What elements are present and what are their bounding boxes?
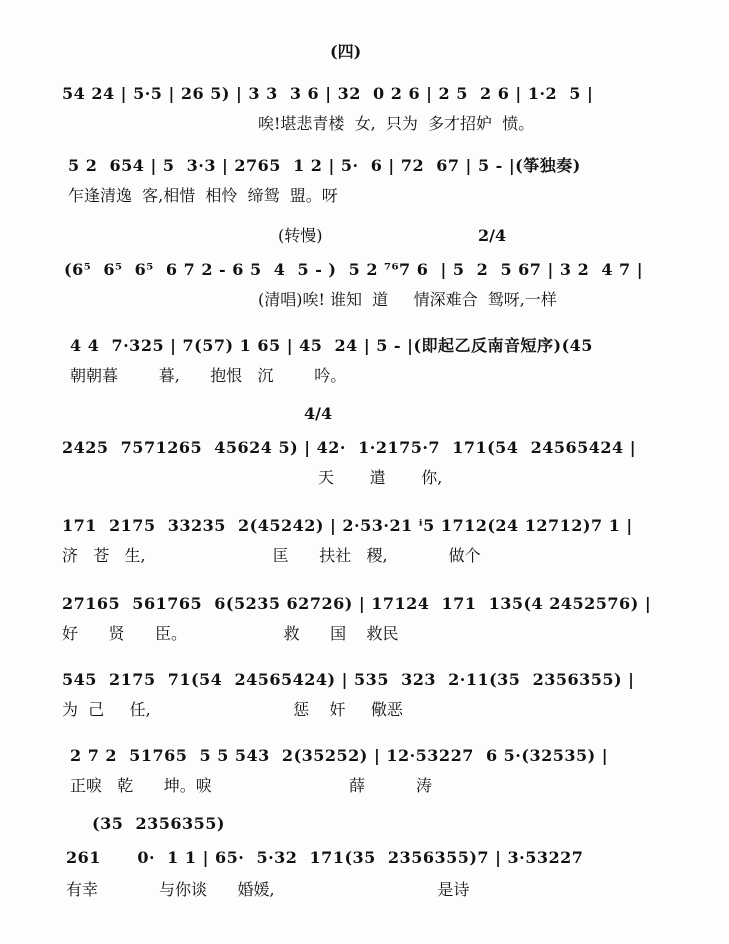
notation-line-9: 2 7 2 51765 5 5 543 2(35252) | 12·53227 6 5·(32535) | [70,746,609,765]
time-signature-4-4: 4/4 [304,404,333,423]
notation-line-1: 54 24 | 5·5 | 26 5) | 3 3 3 6 | 32 0 2 6 | 2 5 2 6 | 1·2 5 | [62,84,594,103]
notation-line-2: 5 2 654 | 5 3·3 | 2765 1 2 | 5· 6 | 72 67 | 5 - |(筝独奏) [68,156,581,175]
time-signature-2-4: 2/4 [478,226,507,245]
notation-line-8: 545 2175 71(54 24565424) | 535 323 2·11(35 2356355) | [62,670,635,689]
lyric-line-7: 好 贤 臣。 救 国 救民 [62,624,399,643]
tempo-marking: (转慢) [278,226,323,245]
lyric-line-9: 正唳 乾 坤。唳 薛 涛 [70,776,432,795]
lyric-line-5: 天 遣 你, [318,468,443,487]
notation-line-10: 261 0· 1 1 | 65· 5·32 171(35 2356355)7 | 3·53227 [66,848,584,867]
lyric-line-10: 有幸 与你谈 婚媛, 是诗 [66,880,470,899]
notation-line-3: (6⁵ 6⁵ 6⁵ 6 7 2 - 6 5 4 5 - ) 5 2 ⁷⁶7 6 | 5 2 5 67 | 3 2 4 7 | [64,260,644,279]
lyric-line-1: 唉!堪悲青楼 女, 只为 多才招妒 愤。 [258,114,535,133]
notation-line-5: 2425 7571265 45624 5) | 42· 1·2175·7 171(54 24565424 | [62,438,637,457]
lyric-line-8: 为 己 任, 惩 奸 儆恶 [62,700,403,719]
notation-prefix-10: (35 2356355) [92,814,225,833]
notation-line-4: 4 4 7·325 | 7(57) 1 65 | 45 24 | 5 - |(即起乙反南音短序)(45 [70,336,593,355]
notation-line-7: 27165 561765 6(5235 62726) | 17124 171 135(4 2452576) | [62,594,652,613]
lyric-line-3: (清唱)唉! 谁知 道 情深难合 鸳呀,一样 [258,290,557,309]
section-title: (四) [330,42,362,61]
lyric-line-6: 济 苍 生, 匡 扶社 稷, 做个 [62,546,481,565]
notation-line-6: 171 2175 33235 2(45242) | 2·53·21 ⁱ5 1712(24 12712)7 1 | [62,516,633,535]
lyric-line-4: 朝朝暮 暮, 抱恨 沉 吟。 [70,366,347,385]
lyric-line-2: 乍逢清逸 客,相惜 相怜 缔鸳 盟。呀 [68,186,338,205]
